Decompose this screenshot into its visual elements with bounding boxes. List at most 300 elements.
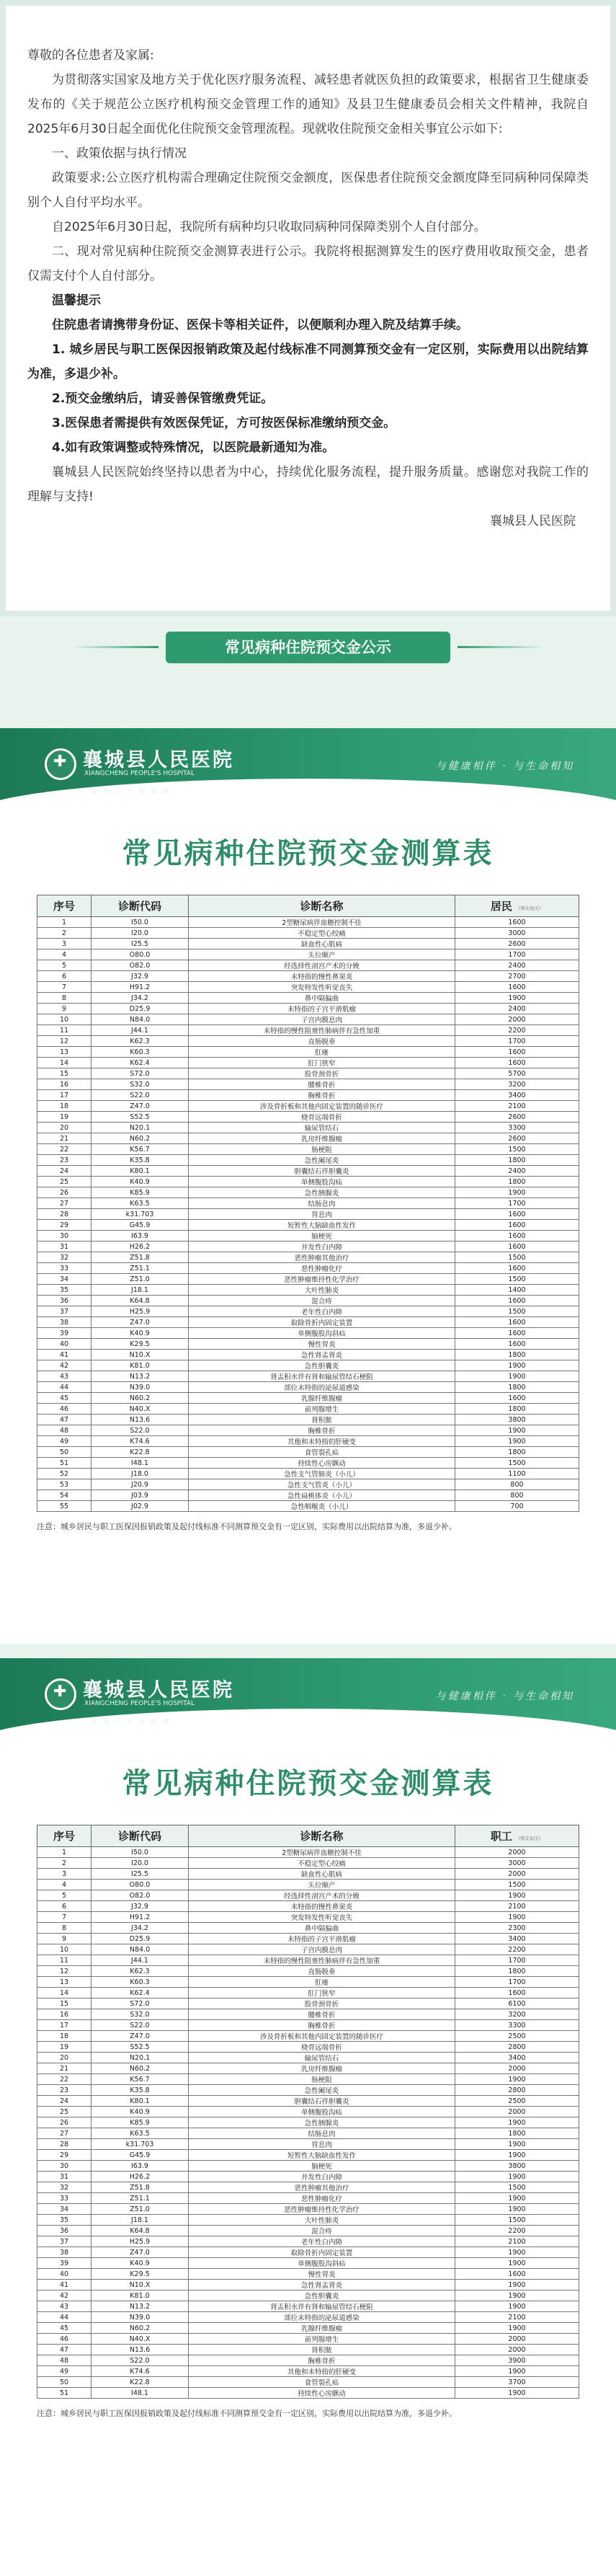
cell-no: 23: [37, 2085, 91, 2096]
table-row: [37, 1371, 579, 1382]
cell-code: N40.X: [91, 2334, 189, 2345]
table-row: [37, 1479, 579, 1490]
cell-code: N40.X: [91, 1404, 189, 1415]
col-name: 诊断名称: [189, 1825, 455, 1847]
table-row: [37, 1847, 579, 1858]
cell-code: Z47.0: [91, 2031, 189, 2042]
heading-tips: 温馨提示: [52, 293, 101, 308]
cell-amount: 2400: [455, 1166, 579, 1177]
cell-name: 腰椎骨折: [189, 2009, 455, 2020]
hospital-slogan: 一 切 为 了 人 民 健 康: [79, 1718, 171, 1725]
cell-amount: 1900: [455, 2290, 579, 2301]
table-row: [37, 2345, 579, 2355]
cell-name: 未特指的子宫平滑肌瘤: [189, 1934, 455, 1944]
tip-3: 3.医保患者需提供有效医保凭证，方可按医保标准缴纳预交金。: [52, 416, 396, 430]
cell-code: H25.9: [91, 1306, 189, 1317]
cell-code: S22.0: [91, 2355, 189, 2366]
table-row: [37, 1490, 579, 1501]
cell-code: H25.9: [91, 2236, 189, 2247]
table-row: [37, 2020, 579, 2031]
table-row: [37, 1025, 579, 1036]
cell-no: 45: [37, 1393, 91, 1404]
cell-name: 未特指的慢性鼻窦炎: [189, 971, 455, 982]
cell-no: 9: [37, 1004, 91, 1014]
cell-name: 恶性肿瘤维持性化学治疗: [189, 1274, 455, 1285]
cell-name: 肾盂积水伴有肾和输尿管结石梗阻: [189, 1371, 455, 1382]
cell-amount: 700: [455, 1501, 579, 1512]
cell-code: J32.9: [91, 971, 189, 982]
cell-name: 2型糖尿病伴血糖控制不佳: [189, 917, 455, 928]
cell-no: 32: [37, 2182, 91, 2193]
cell-code: K80.1: [91, 2096, 189, 2107]
hospital-name: 襄城县人民医院: [83, 749, 234, 771]
cell-name: 肛瘘: [189, 1047, 455, 1058]
cell-name: 桡骨远端骨折: [189, 2042, 455, 2053]
cell-name: 不稳定型心绞痛: [189, 1858, 455, 1869]
table-row: [37, 1198, 579, 1209]
cell-code: K80.1: [91, 1166, 189, 1177]
cell-name: 肠梗阻: [189, 1144, 455, 1155]
cell-amount: 2100: [455, 2236, 579, 2247]
cell-code: K63.5: [91, 2128, 189, 2139]
cell-code: I48.1: [91, 1458, 189, 1469]
cell-name: 肛门狭窄: [189, 1058, 455, 1068]
cell-code: I50.0: [91, 1847, 189, 1858]
cell-no: 55: [37, 1501, 91, 1512]
cell-no: 32: [37, 1252, 91, 1263]
table-row: [37, 2063, 579, 2074]
tip-documents: 住院患者请携带身份证、医保卡等相关证件，以便顺利办理入院及结算手续。: [52, 318, 468, 332]
cell-name: 恶性肿瘤维持性化学治疗: [189, 2204, 455, 2215]
cell-amount: 2100: [455, 1901, 579, 1912]
cell-amount: 1900: [455, 2150, 579, 2161]
cell-amount: 1900: [455, 2366, 579, 2377]
table-row: [37, 2247, 579, 2258]
signature: 襄城县人民医院: [490, 514, 576, 528]
cell-amount: 2700: [455, 971, 579, 982]
cell-amount: 2800: [455, 2085, 579, 2096]
hospital-logo-icon: [45, 1678, 76, 1710]
cell-amount: 3800: [455, 1415, 579, 1425]
cell-code: N13.6: [91, 1415, 189, 1425]
cell-code: I25.5: [91, 1869, 189, 1880]
cell-amount: 2000: [455, 1847, 579, 1858]
table-row: [37, 2074, 579, 2085]
cell-name: 大叶性肺炎: [189, 1285, 455, 1296]
table-row: [37, 2388, 579, 2399]
cell-no: 36: [37, 2226, 91, 2236]
cell-no: 31: [37, 1241, 91, 1252]
cell-amount: 1900: [455, 2117, 579, 2128]
cell-name: 急性胆囊炎: [189, 1360, 455, 1371]
table-row: [37, 2085, 579, 2096]
cell-no: 15: [37, 1999, 91, 2009]
cell-amount: 1600: [455, 1317, 579, 1328]
cell-code: S52.5: [91, 1112, 189, 1123]
table-row: [37, 2053, 579, 2063]
cell-name: 急性胆囊炎: [189, 2290, 455, 2301]
cell-name: 胸椎骨折: [189, 2020, 455, 2031]
cell-amount: 1500: [455, 2215, 579, 2226]
cell-no: 21: [37, 2063, 91, 2074]
cell-amount: 1600: [455, 1220, 579, 1231]
table-row: [37, 1296, 579, 1306]
cell-name: 并发性白内障: [189, 2172, 455, 2182]
cell-name: 部位未特指的泌尿道感染: [189, 2312, 455, 2323]
cell-code: G45.9: [91, 2150, 189, 2161]
cell-amount: 6100: [455, 1999, 579, 2009]
cell-name: 乳房纤维腺瘤: [189, 1133, 455, 1144]
cell-name: 头位顺产: [189, 1880, 455, 1890]
table-row: [37, 1220, 579, 1231]
table-row: [37, 1382, 579, 1393]
cell-no: 26: [37, 2117, 91, 2128]
cell-code: K56.7: [91, 1144, 189, 1155]
cell-name: 部位未特指的泌尿道感染: [189, 1382, 455, 1393]
cell-amount: 1600: [455, 1241, 579, 1252]
cell-no: 40: [37, 2269, 91, 2280]
cell-no: 3: [37, 939, 91, 950]
cell-code: S22.0: [91, 2020, 189, 2031]
hospital-english-name: XIANGCHENG PEOPLE'S HOSPITAL: [84, 1700, 195, 1707]
cell-no: 24: [37, 1166, 91, 1177]
cell-code: S22.0: [91, 1425, 189, 1436]
cell-no: 30: [37, 1231, 91, 1241]
cell-name: 脑梗死: [189, 1231, 455, 1241]
table-row: [37, 2258, 579, 2269]
cell-name: 急性胰腺炎: [189, 2117, 455, 2128]
cell-name: 急性扁桃体炎（小儿）: [189, 1490, 455, 1501]
cell-amount: 1700: [455, 1036, 579, 1047]
cell-name: 急性阑尾炎: [189, 1155, 455, 1166]
cell-name: 其他和未特指的肝硬变: [189, 2366, 455, 2377]
table-row: [37, 1447, 579, 1458]
cell-amount: 1600: [455, 1339, 579, 1350]
cell-no: 7: [37, 1912, 91, 1923]
cell-name: 胃息肉: [189, 1209, 455, 1220]
cell-code: I20.0: [91, 1858, 189, 1869]
cell-amount: 3800: [455, 2161, 579, 2172]
table-row: [37, 2150, 579, 2161]
table-row: [37, 1014, 579, 1025]
cell-name: 单侧腹股沟疝: [189, 1177, 455, 1187]
cell-name: 并发性白内障: [189, 1241, 455, 1252]
cell-no: 50: [37, 1447, 91, 1458]
cell-name: 输尿管结石: [189, 1123, 455, 1133]
cell-name: 肾积脓: [189, 1415, 455, 1425]
table-row: [37, 2172, 579, 2182]
col-no: 序号: [37, 895, 91, 917]
cell-no: 3: [37, 1869, 91, 1880]
cell-code: K81.0: [91, 2290, 189, 2301]
table-row: [37, 1252, 579, 1263]
cell-amount: 1900: [455, 1890, 579, 1901]
cell-code: N84.0: [91, 1944, 189, 1955]
hospital-header: [0, 728, 616, 807]
table-row: [37, 1890, 579, 1901]
cell-name: 急性肾盂肾炎: [189, 2280, 455, 2290]
table-row: [37, 1090, 579, 1101]
resident-table-card: [0, 728, 616, 1644]
cell-no: 2: [37, 1858, 91, 1869]
table-row: [37, 2226, 579, 2236]
cell-no: 33: [37, 2193, 91, 2204]
cell-no: 54: [37, 1490, 91, 1501]
cell-code: J44.1: [91, 1025, 189, 1036]
table-row: [37, 960, 579, 971]
cell-name: 老年性白内障: [189, 1306, 455, 1317]
cell-no: 40: [37, 1339, 91, 1350]
table-row: [37, 2377, 579, 2388]
table-row: [37, 1458, 579, 1469]
table-row: [37, 1144, 579, 1155]
cell-amount: 2000: [455, 2063, 579, 2074]
table-row: [37, 993, 579, 1004]
cell-code: I48.1: [91, 2388, 189, 2399]
cell-name: 未特指的子宫平滑肌瘤: [189, 1004, 455, 1014]
cell-code: J18.0: [91, 1469, 189, 1479]
cell-amount: 1600: [455, 982, 579, 993]
table-row: [37, 1999, 579, 2009]
cell-name: 脑梗死: [189, 2161, 455, 2172]
cell-code: K29.5: [91, 1339, 189, 1350]
table-row: [37, 950, 579, 960]
cell-name: 经选择性剖宫产术的分娩: [189, 1890, 455, 1901]
cell-name: 胆囊结石伴胆囊炎: [189, 2096, 455, 2107]
table-row: [37, 1209, 579, 1220]
table-row: [37, 1966, 579, 1977]
cell-amount: 1600: [455, 1231, 579, 1241]
cell-no: 13: [37, 1047, 91, 1058]
cell-name: 胃息肉: [189, 2139, 455, 2150]
cell-no: 19: [37, 2042, 91, 2053]
cell-no: 23: [37, 1155, 91, 1166]
cell-no: 34: [37, 2204, 91, 2215]
cell-code: D25.9: [91, 1934, 189, 1944]
cell-code: H26.2: [91, 2172, 189, 2182]
cell-no: 4: [37, 1880, 91, 1890]
cell-amount: 2000: [455, 2345, 579, 2355]
table-row: [37, 2215, 579, 2226]
cell-code: K40.9: [91, 1328, 189, 1339]
cell-amount: 3200: [455, 2009, 579, 2020]
cell-code: K35.8: [91, 1155, 189, 1166]
cell-amount: 1800: [455, 1404, 579, 1415]
cell-code: Z51.8: [91, 2182, 189, 2193]
cell-name: 单侧腹股沟斜疝: [189, 1328, 455, 1339]
cell-no: 12: [37, 1036, 91, 1047]
table-row: [37, 1177, 579, 1187]
cell-no: 35: [37, 1285, 91, 1296]
cell-no: 10: [37, 1014, 91, 1025]
cell-no: 47: [37, 2345, 91, 2355]
cell-code: S72.0: [91, 1068, 189, 1079]
paragraph-effective: 自2025年6月30日起，我院所有病种均只收取同病种同保障类别个人自付部分。: [52, 220, 486, 234]
cell-code: N13.2: [91, 1371, 189, 1382]
cell-no: 51: [37, 2388, 91, 2399]
cell-amount: 1800: [455, 2128, 579, 2139]
cell-name: 鼻中隔偏曲: [189, 993, 455, 1004]
cell-no: 38: [37, 2247, 91, 2258]
cell-no: 7: [37, 982, 91, 993]
table-row: [37, 917, 579, 928]
cell-name: 未特指的慢性阻塞性肺病伴有急性加重: [189, 1025, 455, 1036]
table-row: [37, 2117, 579, 2128]
table-row: [37, 1360, 579, 1371]
paragraph-closing: 襄城县人民医院始终坚持以患者为中心，持续优化服务流程，提升服务质量。感谢您对我院工作的理解与支持!: [27, 465, 589, 504]
cell-no: 5: [37, 960, 91, 971]
cell-no: 28: [37, 1209, 91, 1220]
col-no: 序号: [37, 1825, 91, 1847]
cell-code: J34.2: [91, 993, 189, 1004]
cell-name: 急性肾盂肾炎: [189, 1350, 455, 1360]
cell-amount: 1800: [455, 1350, 579, 1360]
cell-amount: 1900: [455, 1912, 579, 1923]
table-row: [37, 2323, 579, 2334]
cell-name: 恶性肿瘤其他治疗: [189, 1252, 455, 1263]
cell-code: N13.2: [91, 2301, 189, 2312]
cell-amount: 1900: [455, 1187, 579, 1198]
table-row: [37, 2139, 579, 2150]
cell-amount: 2800: [455, 2042, 579, 2053]
cell-name: 输尿管结石: [189, 2053, 455, 2063]
table-row: [37, 1934, 579, 1944]
cell-no: 14: [37, 1058, 91, 1068]
cell-code: K62.4: [91, 1058, 189, 1068]
cell-amount: 3000: [455, 928, 579, 939]
table-row: [37, 1404, 579, 1415]
cell-name: 胸椎骨折: [189, 1425, 455, 1436]
table-row: [37, 1425, 579, 1436]
table-row: [37, 1901, 579, 1912]
cell-name: 老年性白内障: [189, 2236, 455, 2247]
cell-amount: 3200: [455, 1079, 579, 1090]
table-row: [37, 1231, 579, 1241]
cell-code: S32.0: [91, 1079, 189, 1090]
cell-name: 恶性肿瘤化疗: [189, 2193, 455, 2204]
cell-amount: 2600: [455, 1112, 579, 1123]
cell-code: N39.0: [91, 2312, 189, 2323]
cell-code: K22.8: [91, 2377, 189, 2388]
cell-name: 股骨颈骨折: [189, 1999, 455, 2009]
table-row: [37, 2366, 579, 2377]
table-row: [37, 1339, 579, 1350]
cell-no: 49: [37, 1436, 91, 1447]
resident-deposit-table: [37, 895, 579, 1512]
cell-code: I63.9: [91, 1231, 189, 1241]
cell-code: I20.0: [91, 928, 189, 939]
table-row: [37, 1036, 579, 1047]
cell-no: 29: [37, 1220, 91, 1231]
table-row: [37, 2161, 579, 2172]
cell-code: K74.6: [91, 1436, 189, 1447]
cell-no: 39: [37, 2258, 91, 2269]
cell-amount: 2500: [455, 2096, 579, 2107]
table-row: [37, 1858, 579, 1869]
cell-amount: 1500: [455, 1252, 579, 1263]
cell-name: 胸椎骨折: [189, 1090, 455, 1101]
cell-no: 44: [37, 2312, 91, 2323]
cell-name: 短暂性大脑缺血性发作: [189, 2150, 455, 2161]
cell-amount: 1700: [455, 1198, 579, 1209]
cell-no: 6: [37, 1901, 91, 1912]
cell-no: 36: [37, 1296, 91, 1306]
cell-amount: 2000: [455, 2107, 579, 2117]
table-row: [37, 1501, 579, 1512]
cell-no: 8: [37, 1923, 91, 1934]
cell-name: 取除骨折内固定装置: [189, 1317, 455, 1328]
table-row: [37, 1988, 579, 1999]
cell-code: K64.8: [91, 2226, 189, 2236]
cell-code: N10.X: [91, 1350, 189, 1360]
paragraph-policy: 政策要求:公立医疗机构需合理确定住院预交金额度，医保患者住院预交金额度降至同病种同保障类别个人自付平均水平。: [27, 171, 589, 210]
cell-code: N20.1: [91, 2053, 189, 2063]
cell-code: K81.0: [91, 1360, 189, 1371]
cell-no: 31: [37, 2172, 91, 2182]
cell-amount: 2400: [455, 1004, 579, 1014]
cell-no: 21: [37, 1133, 91, 1144]
cell-amount: 3400: [455, 1090, 579, 1101]
cell-name: 肠梗阻: [189, 2074, 455, 2085]
cell-amount: 3300: [455, 1123, 579, 1133]
cell-name: 头位顺产: [189, 950, 455, 960]
cell-amount: 1900: [455, 2074, 579, 2085]
cell-no: 41: [37, 2280, 91, 2290]
cell-amount: 1900: [455, 1436, 579, 1447]
cell-amount: 1500: [455, 1458, 579, 1469]
announcement-letter: [0, 0, 616, 616]
cell-amount: 1800: [455, 1155, 579, 1166]
table-row: [37, 928, 579, 939]
cell-code: K85.9: [91, 2117, 189, 2128]
cell-amount: 1900: [455, 2204, 579, 2215]
cell-name: 肾积脓: [189, 2345, 455, 2355]
cell-no: 2: [37, 928, 91, 939]
cell-amount: 2200: [455, 1944, 579, 1955]
cell-amount: 2500: [455, 2031, 579, 2042]
table-row: [37, 1123, 579, 1133]
table-row: [37, 1306, 579, 1317]
table-row: [37, 1155, 579, 1166]
cell-code: Z51.0: [91, 2204, 189, 2215]
cell-name: 股骨颈骨折: [189, 1068, 455, 1079]
table-row: [37, 2193, 579, 2204]
table-row: [37, 971, 579, 982]
cell-amount: 1600: [455, 1328, 579, 1339]
table-row: [37, 982, 579, 993]
cell-code: S72.0: [91, 1999, 189, 2009]
cell-amount: 1900: [455, 1425, 579, 1436]
table-note: 注意：城乡居民与职工医保因报销政策及起付线标准不同测算预交金有一定区别，实际费用以出院结算为准，多退少补。: [37, 1522, 457, 1531]
cell-no: 44: [37, 1382, 91, 1393]
cell-name: 单侧腹股沟疝: [189, 2107, 455, 2117]
cell-code: J02.9: [91, 1501, 189, 1512]
cell-name: 涉及骨折板和其他内固定装置的随诊医疗: [189, 1101, 455, 1112]
cell-amount: 1600: [455, 1988, 579, 1999]
cell-name: 食管裂孔疝: [189, 1447, 455, 1458]
cell-code: K40.9: [91, 2107, 189, 2117]
table-row: [37, 1977, 579, 1988]
cell-amount: 1800: [455, 1382, 579, 1393]
table-row: [37, 2334, 579, 2345]
cell-no: 50: [37, 2377, 91, 2388]
cell-amount: 1900: [455, 993, 579, 1004]
cell-name: 突发特发性听觉丧失: [189, 982, 455, 993]
table-row: [37, 2236, 579, 2247]
cell-name: 结肠息肉: [189, 1198, 455, 1209]
cell-code: Z47.0: [91, 1101, 189, 1112]
table-row: [37, 2031, 579, 2042]
